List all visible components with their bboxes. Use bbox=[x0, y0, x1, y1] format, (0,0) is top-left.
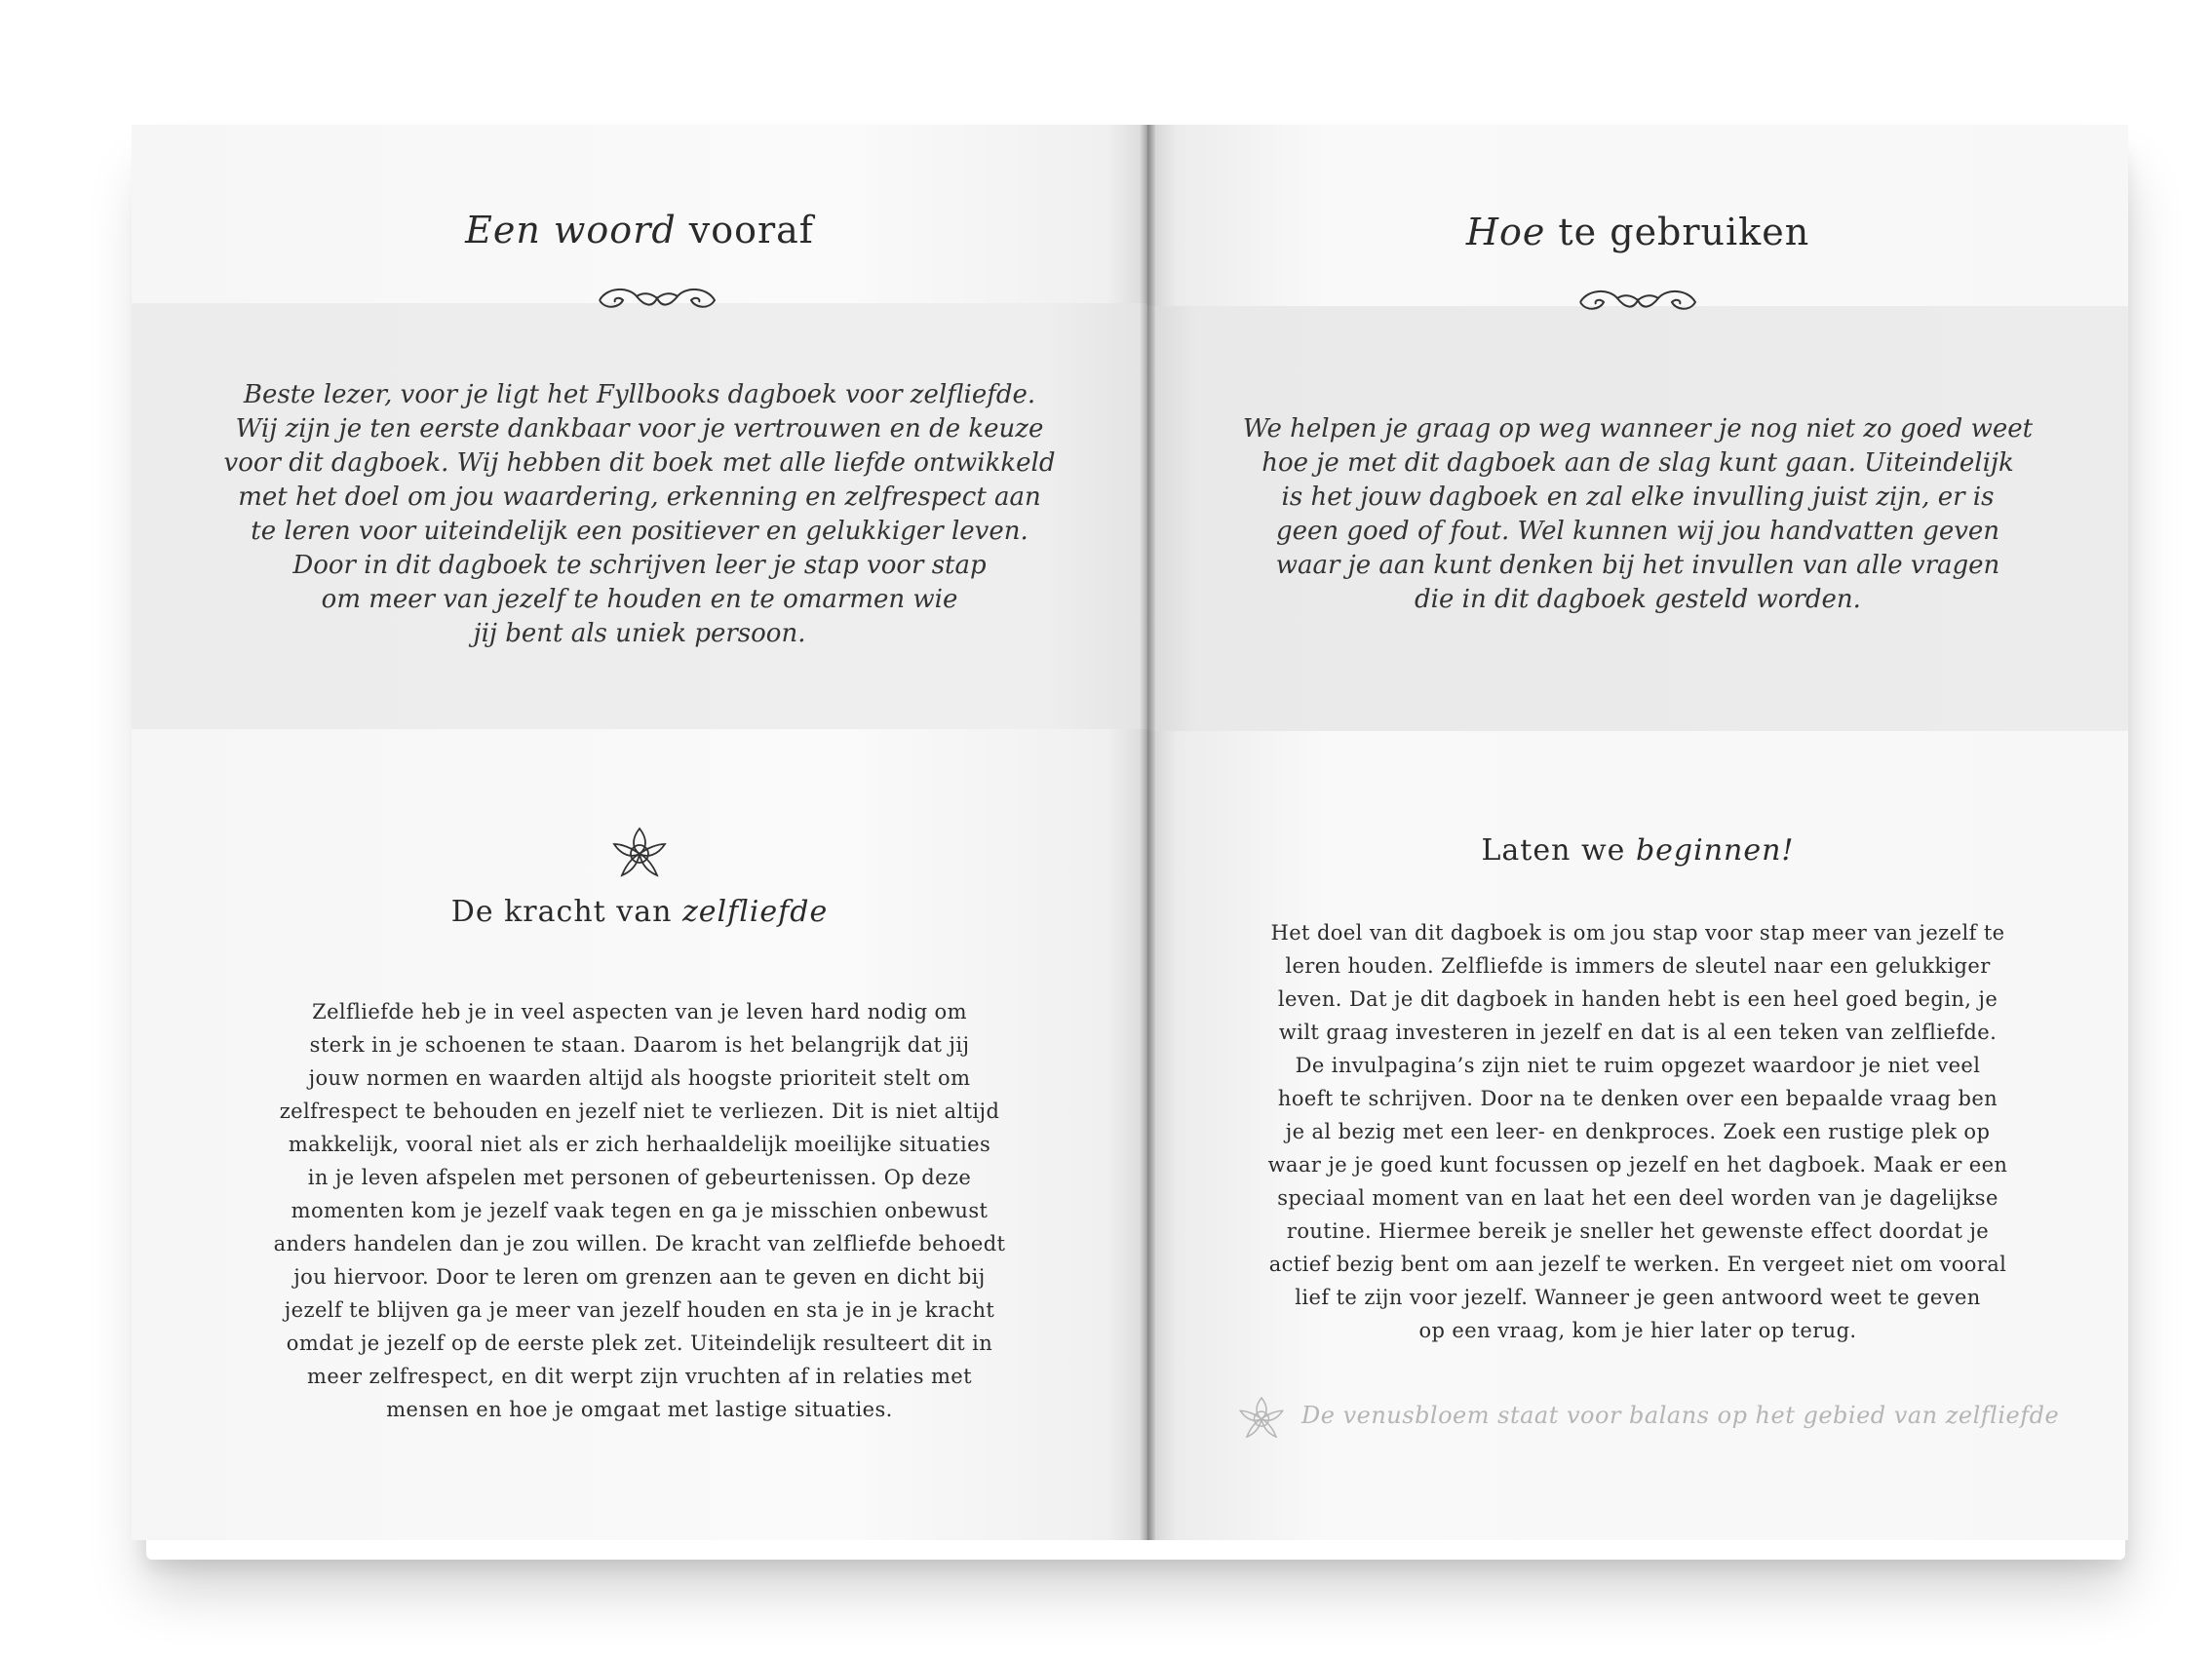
body-line: zelfrespect te behouden en jezelf niet te verliezen. Dit is niet altijd bbox=[279, 1100, 1000, 1123]
right-section-title bbox=[1147, 833, 2128, 868]
left-page-title bbox=[132, 209, 1147, 251]
left-page bbox=[132, 125, 1147, 1540]
body-line: meer zelfrespect, en dit werpt zijn vruchten af in relaties met bbox=[307, 1365, 972, 1388]
body-line: speciaal moment van en laat het een deel worden van je dagelijkse bbox=[1277, 1186, 1999, 1210]
body-line: hoeft te schrijven. Door na te denken over een bepaalde vraag ben bbox=[1277, 1087, 1999, 1110]
body-line: je al bezig met een leer- en denkproces. Zoek een rustige plek op bbox=[1285, 1120, 1991, 1143]
intro-line: Beste lezer, voor je ligt het Fyllbooks dagboek voor zelfliefde. bbox=[243, 380, 1036, 409]
body-line: Het doel van dit dagboek is om jou stap voor stap meer van jezelf te bbox=[1270, 921, 2005, 945]
right-intro-text bbox=[1147, 412, 2128, 617]
title-regular: te gebruiken bbox=[1545, 211, 1810, 253]
intro-line: We helpen je graag op weg wanneer je nog niet zo goed weet bbox=[1242, 414, 2034, 444]
section-title-italic: beginnen! bbox=[1635, 833, 1795, 868]
intro-line: waar je aan kunt denken bij het invullen van alle vragen bbox=[1275, 551, 2000, 580]
intro-line: is het jouw dagboek en zal elke invulling juist zijn, er is bbox=[1281, 483, 1995, 512]
body-line: jou hiervoor. Door te leren om grenzen aan te geven en dicht bij bbox=[293, 1265, 986, 1289]
left-intro-text bbox=[132, 378, 1147, 651]
right-body-text bbox=[1147, 916, 2128, 1347]
intro-line: jij bent als uniek persoon. bbox=[473, 619, 806, 648]
body-line: leren houden. Zelfliefde is immers de sleutel naar een gelukkiger bbox=[1285, 954, 1991, 978]
intro-line: met het doel om jou waardering, erkenning en zelfrespect aan bbox=[238, 483, 1041, 512]
body-line: actief bezig bent om aan jezelf te werken. En vergeet niet om vooral bbox=[1268, 1253, 2007, 1276]
left-section-title bbox=[132, 895, 1147, 929]
body-line: omdat je jezelf op de eerste plek zet. Uiteindelijk resulteert dit in bbox=[286, 1332, 993, 1355]
body-line: sterk in je schoenen te staan. Daarom is het belangrijk dat jij bbox=[309, 1033, 970, 1057]
body-line: routine. Hiermee bereik je sneller het gewenste effect doordat je bbox=[1286, 1219, 1990, 1243]
flourish-ornament-icon bbox=[1574, 281, 1701, 320]
intro-line: om meer van jezelf te houden en te omarmen wie bbox=[321, 585, 958, 614]
body-line: jouw normen en waarden altijd als hoogste prioriteit stelt om bbox=[308, 1066, 971, 1090]
intro-line: voor dit dagboek. Wij hebben dit boek met alle liefde ontwikkeld bbox=[223, 448, 1056, 478]
intro-line: geen goed of fout. Wel kunnen wij jou handvatten geven bbox=[1275, 517, 2000, 546]
intro-line: hoe je met dit dagboek aan de slag kunt gaan. Uiteindelijk bbox=[1261, 448, 2014, 478]
body-line: makkelijk, vooral niet als er zich herhaaldelijk moeilijke situaties bbox=[288, 1133, 991, 1156]
venus-flower-icon bbox=[1237, 1394, 1286, 1441]
body-line: De invulpagina’s zijn niet te ruim opgezet waardoor je niet veel bbox=[1295, 1054, 1981, 1077]
body-line: wilt graag investeren in jezelf en dat is al een teken van zelfliefde. bbox=[1278, 1021, 1998, 1044]
body-line: in je leven afspelen met personen of gebeurtenissen. Op deze bbox=[307, 1166, 972, 1189]
intro-line: Wij zijn je ten eerste dankbaar voor je vertrouwen en de keuze bbox=[235, 414, 1044, 444]
title-regular: vooraf bbox=[676, 209, 814, 251]
title-italic: Een woord bbox=[465, 209, 677, 251]
body-line: op een vraag, kom je hier later op terug. bbox=[1418, 1319, 1857, 1342]
body-line: jezelf te blijven ga je meer van jezelf houden en sta je in je kracht bbox=[284, 1298, 995, 1322]
body-line: lief te zijn voor jezelf. Wanneer je geen antwoord weet te geven bbox=[1295, 1286, 1981, 1309]
left-body-text bbox=[132, 995, 1147, 1426]
section-title-italic: zelfliefde bbox=[681, 895, 829, 929]
body-line: leven. Dat je dit dagboek in handen hebt is een heel goed begin, je bbox=[1277, 987, 1999, 1011]
book-spine bbox=[1140, 125, 1155, 1540]
body-line: Zelfliefde heb je in veel aspecten van je leven hard nodig om bbox=[312, 1000, 967, 1023]
venus-flower-icon bbox=[610, 825, 669, 879]
intro-line: die in dit dagboek gesteld worden. bbox=[1415, 585, 1861, 614]
intro-line: te leren voor uiteindelijk een positiever en gelukkiger leven. bbox=[251, 517, 1028, 546]
footnote: De venusbloem staat voor balans op het gebied van zelfliefde bbox=[1301, 1402, 2060, 1429]
flourish-ornament-icon bbox=[594, 279, 720, 318]
open-book bbox=[132, 125, 2128, 1540]
title-italic: Hoe bbox=[1465, 211, 1546, 253]
body-line: mensen en hoe je omgaat met lastige situaties. bbox=[386, 1398, 893, 1421]
right-page bbox=[1147, 125, 2128, 1540]
section-title-regular: Laten we bbox=[1481, 833, 1636, 868]
body-line: waar je je goed kunt focussen op jezelf en het dagboek. Maak er een bbox=[1267, 1153, 2008, 1177]
intro-line: Door in dit dagboek te schrijven leer je stap voor stap bbox=[292, 551, 987, 580]
section-title-regular: De kracht van bbox=[450, 895, 682, 929]
body-line: momenten kom je jezelf vaak tegen en ga je misschien onbewust bbox=[291, 1199, 989, 1222]
body-line: anders handelen dan je zou willen. De kracht van zelfliefde behoedt bbox=[273, 1232, 1006, 1255]
right-page-title bbox=[1147, 211, 2128, 253]
